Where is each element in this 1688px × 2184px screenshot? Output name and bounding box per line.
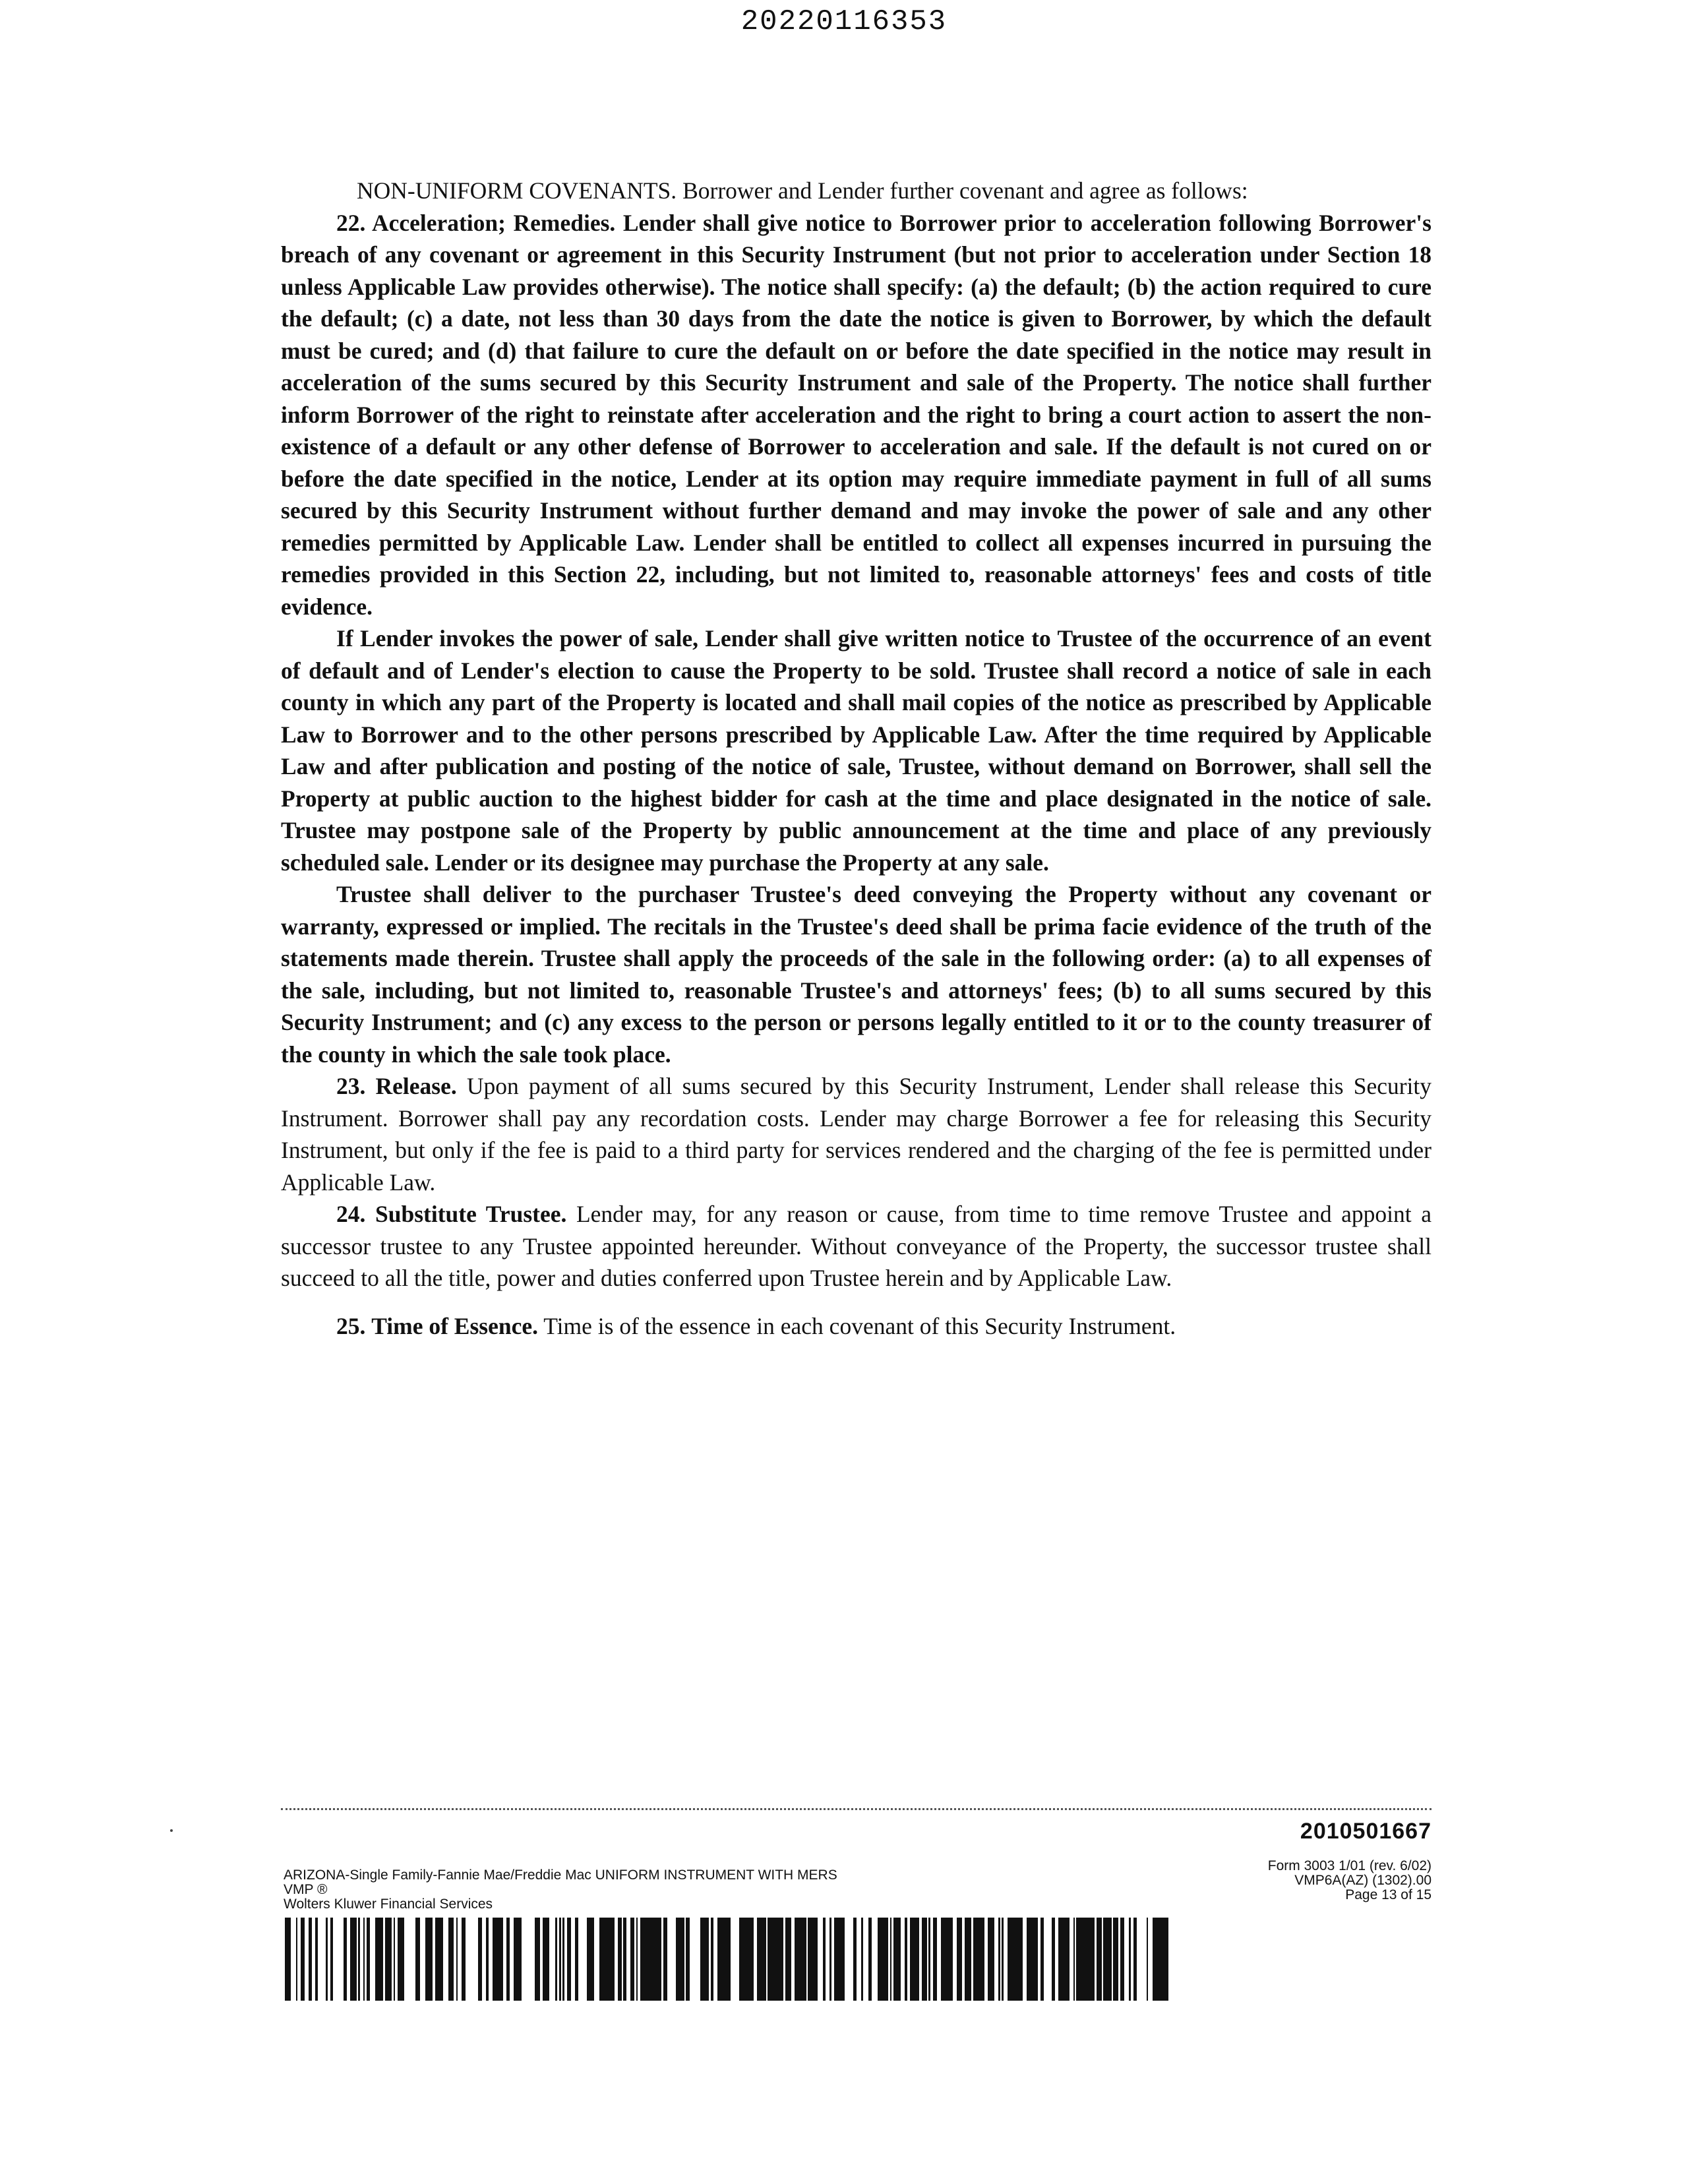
barcode-bar [896,1918,897,2001]
barcode-bar [1037,1918,1038,2001]
barcode-bar [947,1918,951,2001]
barcode-bar [415,1918,417,2001]
barcode-bar [785,1918,789,2001]
barcode-bar [1103,1918,1104,2001]
barcode-bar [1020,1918,1023,2001]
barcode-bar [711,1918,713,2001]
barcode-bar [959,1918,962,2001]
barcode-bar [795,1918,797,2001]
barcode-bar [1087,1918,1088,2001]
barcode-bar [882,1918,885,2001]
barcode-bar [1076,1918,1077,2001]
barcode-bar [861,1918,863,2001]
barcode-bar [951,1918,953,2001]
barcode-bar [438,1918,440,2001]
barcode-bar [567,1918,571,2001]
barcode-bar [998,1918,1000,2001]
barcode-bar [508,1918,510,2001]
barcode-bar [899,1918,901,2001]
barcode-bar [841,1918,845,2001]
barcode-bar [326,1918,328,2001]
barcode-bar [1097,1918,1099,2001]
barcode-bar [500,1918,503,2001]
barcode-bar [315,1918,318,2001]
barcode-bar [358,1918,360,2001]
barcode-bar [779,1918,783,2001]
barcode-bar [969,1918,971,2001]
barcode-bar [991,1918,994,2001]
barcode-bar [717,1918,719,2001]
barcode-bar [682,1918,684,2001]
barcode-bar [1040,1918,1044,2001]
intro-text: Borrower and Lender further covenant and agree as follows: [677,177,1248,204]
footer-divider [281,1808,1432,1810]
barcode-bar [823,1918,826,2001]
barcode [284,1918,1168,2001]
barcode-bar [478,1918,482,2001]
barcode-bar [427,1918,429,2001]
barcode-bar [943,1918,944,2001]
barcode-bar [1008,1918,1010,2001]
document-body [281,175,1432,1342]
barcode-bar [543,1918,545,2001]
barcode-bar [535,1918,536,2001]
barcode-bar [700,1918,703,2001]
barcode-bar [725,1918,729,2001]
barcode-bar [810,1918,812,2001]
section-25-text: Time is of the essence in each covenant of this Security Instrument. [538,1312,1176,1339]
barcode-bar [1166,1918,1168,2001]
barcode-bar [624,1918,626,2001]
barcode-bar [719,1918,721,2001]
barcode-bar [868,1918,870,2001]
barcode-bar [1002,1918,1004,2001]
barcode-bar [394,1918,395,2001]
barcode-bar [1010,1918,1014,2001]
barcode-bar [613,1918,615,2001]
barcode-bar [518,1918,522,2001]
barcode-bar [988,1918,991,2001]
barcode-bar [944,1918,947,2001]
barcode-bar [746,1918,750,2001]
barcode-bar [878,1918,880,2001]
barcode-bar [1164,1918,1166,2001]
barcode-bar [618,1918,622,2001]
barcode-bar [750,1918,754,2001]
barcode-bar [771,1918,775,2001]
barcode-bar [606,1918,607,2001]
barcode-bar [941,1918,943,2001]
barcode-bar [890,1918,891,2001]
barcode-bar [799,1918,802,2001]
barcode-bar [1155,1918,1158,2001]
barcode-bar [663,1918,666,2001]
barcode-bar [651,1918,653,2001]
loan-number: 2010501667 [1300,1819,1432,1844]
barcode-bar [1116,1918,1118,2001]
barcode-bar [657,1918,660,2001]
scan-speck [170,1829,173,1832]
form-info-right [1268,1859,1432,1902]
barcode-bar [834,1918,837,2001]
barcode-bar [797,1918,799,2001]
barcode-bar [977,1918,979,2001]
barcode-bar [1058,1918,1060,2001]
barcode-bar [789,1918,791,2001]
barcode-bar [562,1918,564,2001]
barcode-bar [1064,1918,1066,2001]
barcode-bar [1014,1918,1015,2001]
form-code: VMP6A(AZ) (1302).00 [1294,1873,1432,1888]
barcode-bar [979,1918,980,2001]
barcode-bar [640,1918,642,2001]
section-23-title: Release. [375,1073,457,1099]
barcode-bar [1133,1918,1137,2001]
recording-number: 20220116353 [740,5,948,38]
barcode-bar [1060,1918,1064,2001]
section-22-paragraph-1 [281,207,1432,623]
barcode-bar [933,1918,937,2001]
barcode-bar [607,1918,609,2001]
vmp-mark: VMP ® [284,1882,328,1897]
publisher-name: Wolters Kluwer Financial Services [284,1896,493,1912]
barcode-bar [344,1918,347,2001]
barcode-bar [456,1918,458,2001]
form-info-left [284,1868,837,1912]
barcode-bar [1110,1918,1112,2001]
barcode-bar [545,1918,549,2001]
barcode-bar [707,1918,709,2001]
barcode-bar [893,1918,896,2001]
section-22-paragraph-3: Trustee shall deliver to the purchaser Trustee's deed conveying the Property without any covenant or warranty, expressed or implied. The recitals in the Trustee's deed shall be prima facie evidence of the truth of the statements made therein. Trustee shall apply the proceeds of the sale in the following order: (a) to all expenses of the sale, including, but not limited to, reasonable Trustee's and attorneys' fees; (b) to all sums secured by this Security Instrument; and (c) any excess to the person or persons legally entitled to it or to the county treasurer of the county in which the sale took place. [281,881,1432,1068]
barcode-bar [387,1918,388,2001]
barcode-bar [287,1918,291,2001]
barcode-bar [435,1918,438,2001]
barcode-bar [973,1918,977,2001]
barcode-bar [537,1918,540,2001]
barcode-bar [775,1918,779,2001]
barcode-bar [440,1918,443,2001]
section-24-title: Substitute Trustee. [375,1201,567,1227]
barcode-bar [660,1918,661,2001]
barcode-bar [653,1918,657,2001]
barcode-bar [1079,1918,1083,2001]
barcode-bar [591,1918,594,2001]
barcode-bar [768,1918,771,2001]
barcode-bar [648,1918,651,2001]
barcode-bar [493,1918,496,2001]
non-uniform-covenants-intro [281,175,1432,207]
barcode-bar [402,1918,404,2001]
section-23-text: Upon payment of all sums secured by this Security Instrument, Lender shall release this Security Instrument. Borrower shall pay any recordation costs. Lender may charge Borrower a fee for releasing this Security Instrument, but only if the fee is paid to a third party for services rendered and the charging of the fee is permitted under Applicable Law. [281,1073,1432,1196]
barcode-bar [388,1918,392,2001]
barcode-bar [922,1918,926,2001]
section-22-paragraph-2: If Lender invokes the power of sale, Lender shall give written notice to Trustee of the occurrence of an event of default and of Lender's election to cause the Property to be sold. Trustee shall record a notice of sale in each county in which any part of the Property is located and shall mail copies of the notice as prescribed by Applicable Law to Borrower and to the other persons prescribed by Applicable Law. After the time required by Applicable Law and after publication and posting of the notice of sale, Trustee, without demand on Borrower, shall sell the Property at public auction to the highest bidder for cash at the time and place designated in the notice of sale. Trustee may postpone sale of the Property by public announcement at the time and place of any previously scheduled sale. Lender or its designee may purchase the Property at any sale. [281,625,1432,876]
barcode-bar [1066,1918,1070,2001]
barcode-bar [377,1918,379,2001]
barcode-bar [816,1918,818,2001]
barcode-bar [1027,1918,1029,2001]
barcode-bar [301,1918,305,2001]
barcode-bar [609,1918,613,2001]
barcode-bar [1091,1918,1095,2001]
barcode-bar [575,1918,578,2001]
barcode-bar [425,1918,427,2001]
barcode-bar [1089,1918,1091,2001]
barcode-bar [429,1918,431,2001]
barcode-bar [928,1918,930,2001]
barcode-bar [1158,1918,1161,2001]
section-24-paragraph [281,1198,1432,1294]
barcode-bar [677,1918,679,2001]
section-25-title: Time of Essence. [371,1312,538,1339]
barcode-bar [837,1918,841,2001]
barcode-bar [385,1918,387,2001]
barcode-bar [350,1918,353,2001]
barcode-bar [367,1918,370,2001]
section-24-text: Lender may, for any reason or cause, from time to time remove Trustee and appoint a successor trustee to any Trustee appointed hereunder. Without conveyance of the Property, the successor trustee shall succeed to all the title, power and duties conferred upon Trustee herein and by Applicable Law. [281,1201,1432,1291]
barcode-bar [1088,1918,1089,2001]
barcode-bar [1104,1918,1106,2001]
section-22-text-1: Lender shall give notice to Borrower prior to acceleration following Borrower's breach of any covenant or agreement in this Security Instrument (but not prior to acceleration under Section 18 unless Applicable Law provides otherwise). The notice shall specify: (a) the default; (b) the action required to cure the default; (c) a date, not less than 30 days from the date the notice is given to Borrower, by which the default must be cured; and (d) that failure to cure the default on or before the date specified in the notice may result in acceleration of the sums secured by this Security Instrument and sale of the Property. The notice shall further inform Borrower of the right to reinstate after acceleration and the right to bring a court action to assert the non-existence of a default or any other defense of Borrower to acceleration and sale. If the default is not cured on or before the date specified in the notice, Lender at its option may require immediate payment in full of all sums secured by this Security Instrument without further demand and may invoke the power of sale and any other remedies permitted by Applicable Law. Lender shall be entitled to collect all expenses incurred in pursuing the remedies provided in this Section 22, including, but not limited to, reasonable attorneys' fees and costs of title evidence. [281,209,1432,620]
barcode-bar [980,1918,984,2001]
barcode-bar [588,1918,591,2001]
barcode-bar [398,1918,402,2001]
barcode-bar [1099,1918,1102,2001]
barcode-bar [679,1918,682,2001]
barcode-bar [1017,1918,1019,2001]
barcode-bar [646,1918,647,2001]
section-22-title: Acceleration; Remedies. [371,209,616,236]
barcode-bar [603,1918,606,2001]
form-number: Form 3003 1/01 (rev. 6/02) [1267,1858,1432,1873]
barcode-bar [915,1918,919,2001]
barcode-bar [285,1918,287,2001]
barcode-bar [375,1918,377,2001]
barcode-bar [499,1918,500,2001]
form-title: ARIZONA-Single Family-Fannie Mae/Freddie Mac UNIFORM INSTRUMENT WITH MERS [284,1867,837,1883]
barcode-bar [515,1918,518,2001]
barcode-bar [703,1918,707,2001]
barcode-bar [764,1918,766,2001]
barcode-bar [309,1918,312,2001]
barcode-bar [536,1918,537,2001]
barcode-bar [957,1918,959,2001]
barcode-bar [739,1918,742,2001]
barcode-bar [686,1918,690,2001]
barcode-bar [448,1918,452,2001]
barcode-bar [452,1918,454,2001]
barcode-bar [870,1918,872,2001]
barcode-bar [1120,1918,1124,2001]
barcode-bar [758,1918,762,2001]
barcode-bar [666,1918,667,2001]
barcode-bar [1085,1918,1087,2001]
barcode-bar [762,1918,764,2001]
section-25-paragraph [281,1310,1432,1343]
barcode-bar [853,1918,857,2001]
barcode-bar [808,1918,810,2001]
barcode-bar [514,1918,515,2001]
barcode-bar [1153,1918,1155,2001]
section-23-number: 23. [336,1073,366,1099]
section-24-number: 24. [336,1201,366,1227]
barcode-bar [363,1918,365,2001]
barcode-bar [431,1918,433,2001]
barcode-bar [880,1918,882,2001]
barcode-bar [647,1918,648,2001]
barcode-bar [910,1918,914,2001]
barcode-bar [914,1918,915,2001]
intro-label: NON-UNIFORM COVENANTS. [357,177,677,204]
barcode-bar [417,1918,420,2001]
barcode-bar [742,1918,746,2001]
barcode-bar [496,1918,499,2001]
barcode-bar [1077,1918,1079,2001]
barcode-bar [506,1918,508,2001]
section-22-number: 22. [336,209,366,236]
barcode-bar [1106,1918,1110,2001]
barcode-bar [1033,1918,1037,2001]
barcode-bar [905,1918,907,2001]
barcode-bar [630,1918,634,2001]
barcode-bar [1129,1918,1131,2001]
barcode-bar [1073,1918,1075,2001]
barcode-bar [462,1918,466,2001]
barcode-bar [676,1918,677,2001]
barcode-bar [757,1918,758,2001]
barcode-bar [623,1918,624,2001]
barcode-bar [599,1918,603,2001]
barcode-bar [636,1918,638,2001]
barcode-bar [1083,1918,1085,2001]
barcode-bar [353,1918,357,2001]
barcode-bar [296,1918,297,2001]
barcode-bar [926,1918,927,2001]
barcode-bar [965,1918,967,2001]
barcode-bar [587,1918,588,2001]
barcode-bar [829,1918,831,2001]
barcode-bar [1029,1918,1033,2001]
barcode-bar [885,1918,888,2001]
barcode-bar [379,1918,383,2001]
barcode-bar [729,1918,731,2001]
barcode-bar [486,1918,489,2001]
barcode-bar [967,1918,969,2001]
barcode-bar [1019,1918,1020,2001]
barcode-bar [802,1918,806,2001]
barcode-bar [555,1918,557,2001]
section-25-number: 25. [336,1312,366,1339]
barcode-bar [642,1918,646,2001]
barcode-bar [897,1918,899,2001]
barcode-bar [1015,1918,1017,2001]
barcode-bar [1147,1918,1148,2001]
barcode-bar [330,1918,333,2001]
barcode-bar [812,1918,816,2001]
barcode-bar [559,1918,561,2001]
barcode-bar [1113,1918,1116,2001]
barcode-bar [721,1918,725,2001]
barcode-bar [1052,1918,1055,2001]
barcode-bar [1161,1918,1164,2001]
page-indicator: Page 13 of 15 [1345,1887,1432,1902]
section-23-paragraph [281,1070,1432,1198]
